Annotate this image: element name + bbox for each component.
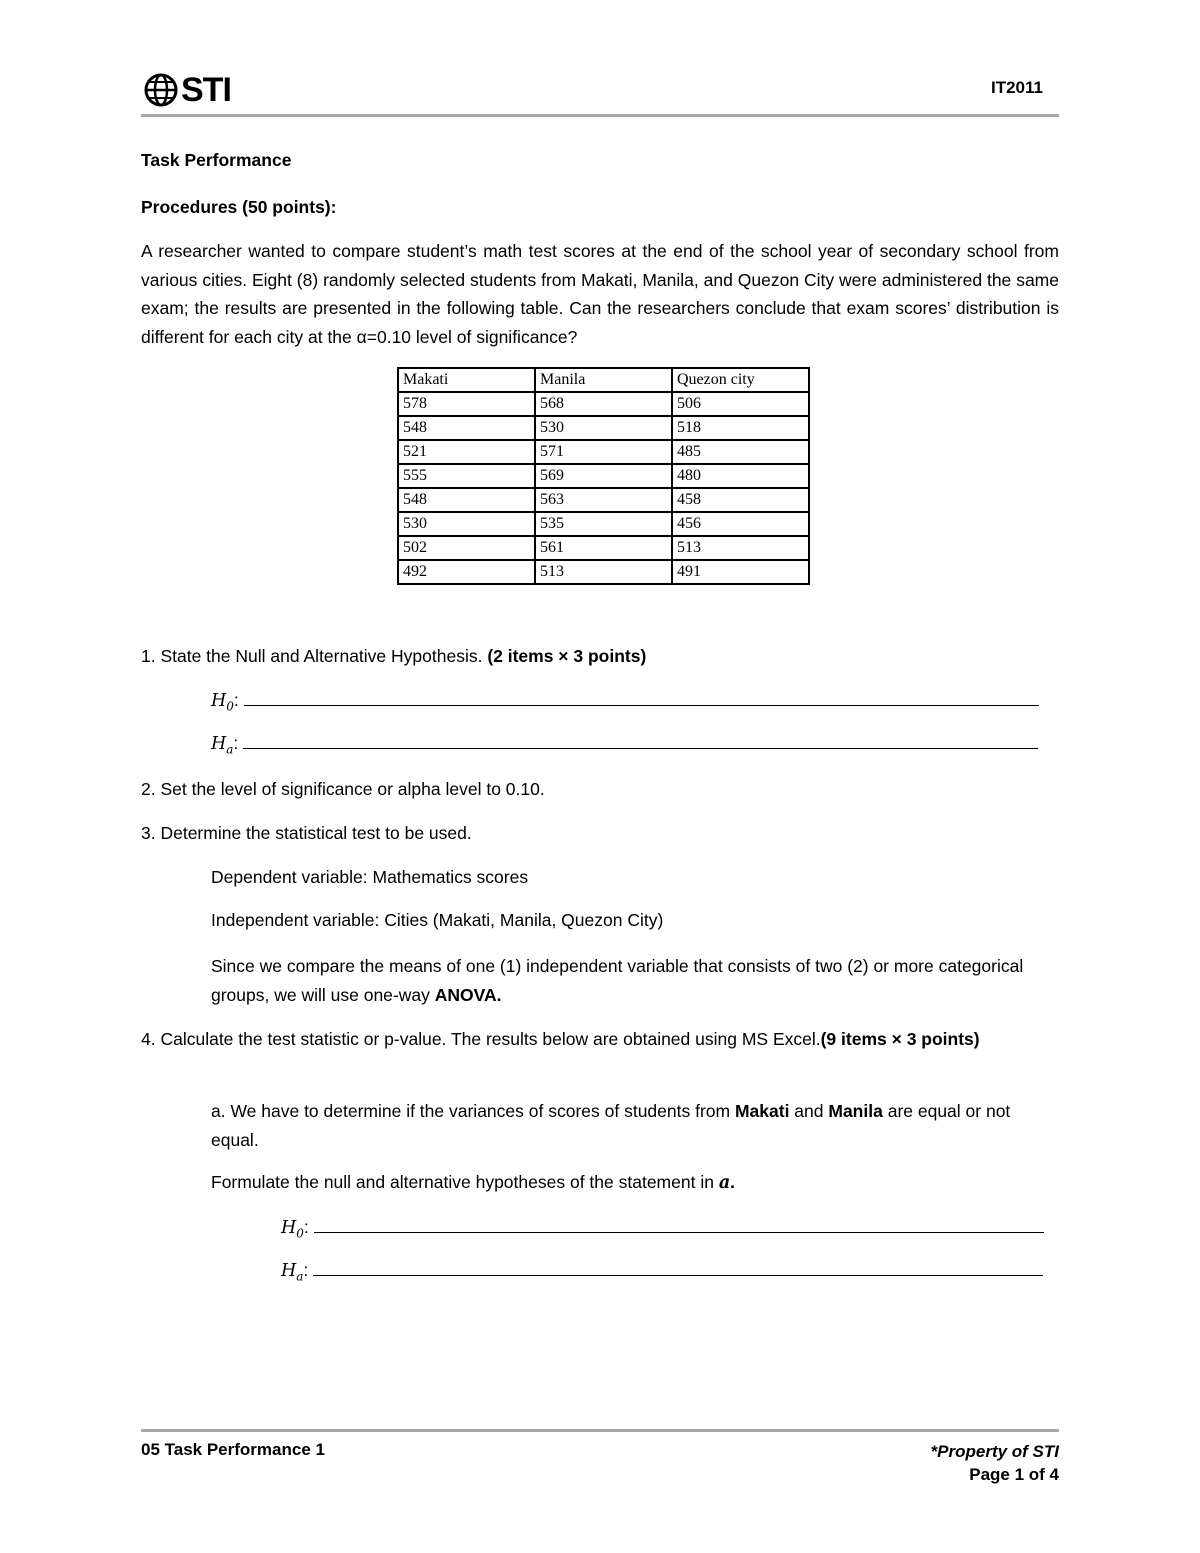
independent-variable: Independent variable: Cities (Makati, Manila, Quezon City) [211, 910, 664, 930]
h0-answer-blank[interactable] [244, 691, 1039, 706]
step-4a-ha-line [281, 1260, 1043, 1284]
globe-icon [143, 72, 179, 108]
header-divider [141, 114, 1059, 117]
ha-colon: : [303, 1260, 309, 1280]
sti-logo [143, 70, 231, 110]
footer-document-name: 05 Task Performance 1 [141, 1440, 325, 1459]
table-row [398, 560, 809, 584]
table-row [398, 440, 809, 464]
table-row [398, 536, 809, 560]
table-cell: 548 [398, 416, 535, 440]
table-cell: 569 [535, 464, 672, 488]
page-title: Task Performance [141, 150, 292, 170]
footer-right [931, 1440, 1059, 1486]
h0-colon: : [303, 1217, 309, 1237]
table-cell: 513 [535, 560, 672, 584]
h0-colon: : [233, 690, 239, 710]
page-number: Page 1 of 4 [969, 1465, 1059, 1484]
makati-bold: Makati [734, 1101, 790, 1121]
table-row [398, 488, 809, 512]
step-4a: a. We have to determine if the variances of scores of students from Makati and Manila are equal or not equal. [211, 1101, 1011, 1150]
step-1 [141, 646, 646, 667]
step-1-h0-line [211, 690, 1039, 714]
step-3: 3. Determine the statistical test to be used. [141, 823, 472, 843]
step-1-points: (2 items × 3 points) [487, 646, 647, 666]
step-4-text: 4. Calculate the test statistic or p-value. The results below are obtained using MS Excel. [141, 1029, 821, 1049]
table-cell: 530 [398, 512, 535, 536]
table-header-cell: Manila [535, 368, 672, 392]
h0-answer-blank[interactable] [314, 1218, 1044, 1233]
ha-answer-blank[interactable] [243, 734, 1038, 749]
anova-text: Since we compare the means of one (1) independent variable that consists of two (2) or more categorical groups, we will use one-way [211, 956, 1024, 1005]
table-cell: 535 [535, 512, 672, 536]
step-4-points: (9 items × 3 points) [820, 1029, 980, 1049]
table-cell: 530 [535, 416, 672, 440]
table-cell: 485 [672, 440, 809, 464]
table-cell: 561 [535, 536, 672, 560]
table-cell: 456 [672, 512, 809, 536]
table-row [398, 512, 809, 536]
scores-table [397, 367, 810, 585]
table-cell: 548 [398, 488, 535, 512]
ha-label: $H_a$ [211, 734, 234, 757]
table-cell: 555 [398, 464, 535, 488]
table-row [398, 392, 809, 416]
table-cell: 521 [398, 440, 535, 464]
property-notice: *Property of STI [930, 1442, 1059, 1461]
table-cell: 458 [672, 488, 809, 512]
table-header-cell: Quezon city [672, 368, 809, 392]
ha-colon: : [233, 733, 239, 753]
anova-label: ANOVA. [434, 984, 502, 1005]
h0-label: $H_0$ [211, 691, 234, 714]
table-cell: 513 [672, 536, 809, 560]
table-header-cell: Makati [398, 368, 535, 392]
table-cell: 578 [398, 392, 535, 416]
manila-bold: Manila [828, 1101, 883, 1121]
footer-divider [141, 1429, 1059, 1432]
table-header-row [398, 368, 809, 392]
table-cell: 502 [398, 536, 535, 560]
table-cell: 571 [535, 440, 672, 464]
intro-paragraph: A researcher wanted to compare student’s math test scores at the end of the school year of secondary school from various cities. Eight (8) randomly selected students from Makati, Manila, and Quezon City were administered the same exam; the results are presented in the following table. Can the researchers conclude that exam scores’ distribution is different for each city at the α=0.10 level of significance? [141, 241, 1059, 347]
procedures-heading: Procedures (50 points): [141, 197, 337, 217]
table-cell: 480 [672, 464, 809, 488]
table-cell: 491 [672, 560, 809, 584]
formulate-instruction: Formulate the null and alternative hypotheses of the statement in a. [211, 1172, 736, 1193]
step-2: 2. Set the level of significance or alpha level to 0.10. [141, 779, 545, 799]
course-code: IT2011 [991, 78, 1043, 97]
step-4 [141, 1025, 1059, 1054]
anova-explanation [211, 952, 1041, 1009]
dependent-variable: Dependent variable: Mathematics scores [211, 867, 529, 887]
statement-variable: a [718, 1173, 731, 1193]
table-cell: 563 [535, 488, 672, 512]
table-row [398, 416, 809, 440]
table-cell: 518 [672, 416, 809, 440]
step-1-text: 1. State the Null and Alternative Hypothesis. [141, 646, 488, 666]
step-4a-h0-line [281, 1217, 1044, 1241]
step-1-ha-line [211, 733, 1038, 757]
table-row [398, 464, 809, 488]
table-cell: 568 [535, 392, 672, 416]
table-cell: 492 [398, 560, 535, 584]
logo-text: STI [181, 71, 231, 109]
ha-label: $H_a$ [281, 1261, 304, 1284]
ha-answer-blank[interactable] [313, 1261, 1043, 1276]
table-cell: 506 [672, 392, 809, 416]
h0-label: $H_0$ [281, 1218, 304, 1241]
